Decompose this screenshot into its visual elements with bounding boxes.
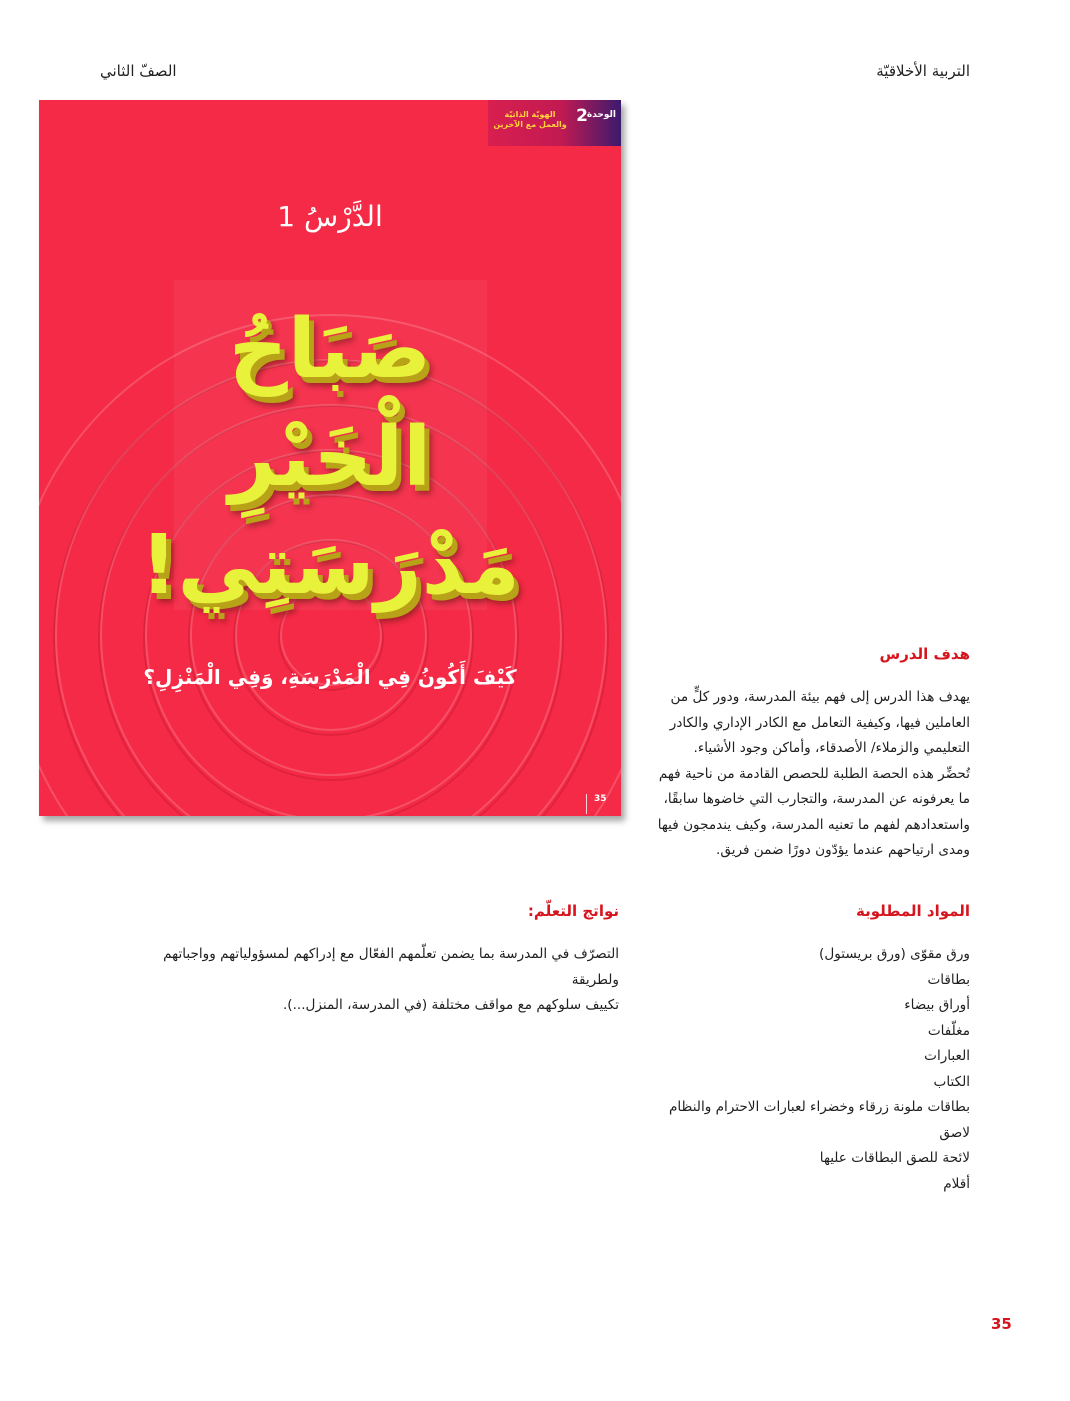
list-item: الكتاب: [933, 1073, 970, 1090]
list-item: أوراق بيضاء: [904, 997, 970, 1013]
outcomes-heading: نواتج التعلّم:: [527, 902, 619, 920]
materials-heading: المواد المطلوبة: [856, 902, 970, 920]
list-item: أقلام: [943, 1175, 970, 1192]
unit-number: 2: [576, 106, 588, 126]
goal-line: ما يعرفونه عن المدرسة، والتجارب التي خاضوها سابقًا،: [663, 791, 970, 807]
list-item: مغلّفات: [927, 1022, 970, 1039]
materials-list: [669, 942, 970, 1197]
goal-line: واستعدادهم لفهم ما تعنيه المدرسة، وكيف يندمجون فيها: [657, 816, 970, 833]
grade-label: الصفّ الثاني: [100, 62, 177, 80]
list-item: لائحة للصق البطاقات عليها: [819, 1150, 970, 1166]
page-number: 35: [991, 1315, 1012, 1333]
lesson-title-line: مَدْرَسَتِي!: [140, 518, 520, 613]
list-item: ورق مقوّى (ورق بريستول): [819, 946, 970, 962]
lesson-subtitle: كَيْفَ أَكُونُ فِي الْمَدْرَسَةِ، وَفِي الْمَنْزِلِ؟: [143, 665, 517, 689]
goal-paragraph: [550, 685, 970, 864]
goal-line: يهدف هذا الدرس إلى فهم بيئة المدرسة، ودور كلٍّ من: [670, 689, 970, 705]
lesson-cover-image: [39, 100, 621, 816]
outcomes-line: التصرّف في المدرسة بما يضمن تعلّمهم الفعّال مع إدراكهم لمسؤولياتهم وواجباتهم ولطريقة: [163, 946, 619, 988]
outcomes-line: تكييف سلوكهم مع مواقف مختلفة (في المدرسة، المنزل...).: [282, 997, 619, 1013]
subject-title: التربية الأخلاقيّة: [876, 62, 970, 80]
unit-tab: [488, 100, 621, 146]
unit-word: الوحدة: [586, 110, 616, 120]
unit-title: الهويّة الذاتيّة والعمل مع الآخرين: [493, 110, 567, 129]
lesson-label: الدَّرْسُ 1: [277, 200, 383, 233]
cover-page-number: 35: [594, 794, 607, 804]
goal-line: التعليمي والزملاء/ الأصدقاء، وأماكن وجود الأشياء.: [693, 740, 970, 756]
list-item: بطاقات: [927, 971, 970, 988]
outcomes-paragraph: [119, 942, 619, 1019]
goal-line: ومدى ارتياحهم عندما يؤدّون دورًا ضمن فريق.: [716, 842, 970, 858]
lesson-title: [39, 296, 621, 620]
goal-heading: هدف الدرس: [879, 645, 970, 663]
lesson-title-line: الْخَيْرِ: [228, 410, 432, 505]
list-item: العبارات: [924, 1048, 970, 1064]
lesson-title-line: صَبَاحُ: [228, 302, 432, 397]
goal-line: تُحضِّر هذه الحصة الطلبة للحصص القادمة من ناحية فهم: [658, 765, 970, 782]
list-item: لاصق: [939, 1124, 970, 1141]
goal-line: العاملين فيها، وكيفية التعامل مع الكادر الإداري والكادر: [669, 714, 970, 731]
list-item: بطاقات ملونة زرقاء وخضراء لعبارات الاحترام والنظام: [668, 1099, 970, 1115]
